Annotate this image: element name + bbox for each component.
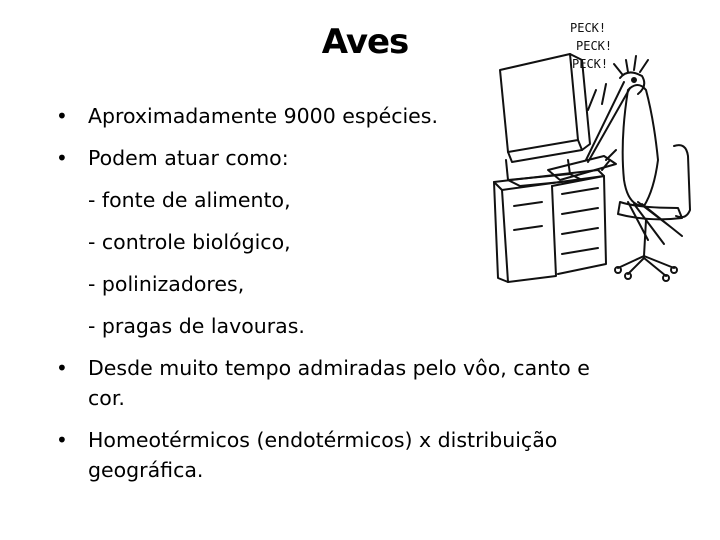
bullet-marker: • — [56, 104, 68, 128]
bullet-text: Aproximadamente 9000 espécies. — [88, 104, 438, 128]
bullet-text: Homeotérmicos (endotérmicos) x distribuição — [88, 428, 558, 452]
peck-text-2: PECK! — [576, 39, 613, 53]
bullet-marker: • — [56, 356, 68, 380]
bullet-text-continuation: geográfica. — [88, 458, 204, 482]
bullet-marker: • — [56, 428, 68, 452]
sub-item-text: - fonte de alimento, — [88, 188, 291, 212]
bullet-text-continuation: cor. — [88, 386, 125, 410]
peck-text-1: PECK! — [570, 21, 607, 35]
slide-title: Aves — [321, 22, 409, 62]
bird-computer-illustration — [478, 10, 710, 290]
bullet-marker: • — [56, 146, 68, 170]
bullet-text: Desde muito tempo admiradas pelo vôo, canto e — [88, 356, 590, 380]
sub-item-text: - polinizadores, — [88, 272, 245, 296]
sub-item-text: - pragas de lavouras. — [88, 314, 305, 338]
peck-text-3: PECK! — [572, 57, 609, 71]
bullet-text: Podem atuar como: — [88, 146, 289, 170]
sub-item-text: - controle biológico, — [88, 230, 291, 254]
